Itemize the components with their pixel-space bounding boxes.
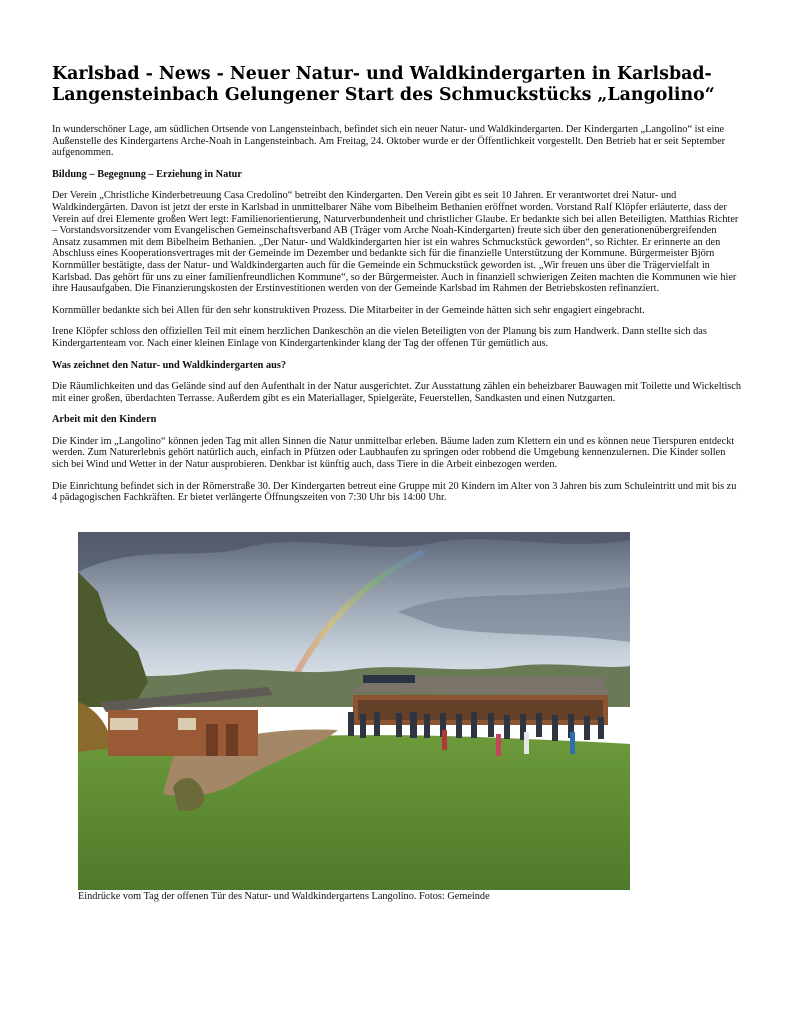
kindergarten-photo — [78, 532, 630, 890]
section-heading-arbeit: Arbeit mit den Kindern — [52, 414, 157, 426]
paragraph-kinder: Die Kinder im „Langolino“ können jeden Tag mit allen Sinnen die Natur unmittelbar erleben. Bäume laden zum Klettern ein und es können neue Tierspuren entdeckt werden. Zum Naturerlebnis gehört natürlich auch, einfach in Pfützen oder Laubhaufen zu springen oder robbend die Umgebung kennenzulernen. Die Kinder sollen sich bei Wind und Wetter in der Natur ausprobieren. Denkbar ist künftig auch, dass Tiere in die Arbeit einbezogen werden. — [52, 435, 735, 471]
paragraph-raeumlichkeiten: Die Räumlichkeiten und das Gelände sind auf den Aufenthalt in der Natur ausgerichtet. Zur Ausstattung zählen ein beheizbarer Bauwagen mit Toilette und Wickeltisch mit einer großen, überdachten Terrasse. Außerdem gibt es ein Materiallager, Spielgeräte, Feuerstellen, Sandkasten und einen Nutzgarten. — [52, 381, 742, 404]
lawn — [78, 735, 630, 890]
paragraph-kloepfer: Irene Klöpfer schloss den offiziellen Teil mit einem herzlichen Dankeschön an die vielen Beteiligten von der Planung bis zum Handwerk. Dann stellte sich das Kindergartenteam vor. Nach einer kleinen Einlage von Kindergartenkinder klang der Tag der offenen Tür gemütlich aus. — [52, 326, 707, 349]
section-heading-bildung: Bildung – Begegnung – Erziehung in Natur — [52, 168, 242, 180]
article-title: Karlsbad - News - Neuer Natur- und Waldkindergarten in Karlsbad-Langensteinbach Gelungener Start des Schmuckstücks „Langolino“ — [52, 64, 715, 105]
section-heading-auszeichnung: Was zeichnet den Natur- und Waldkindergarten aus? — [52, 359, 286, 371]
article-body — [52, 124, 742, 514]
intro-paragraph: In wunderschöner Lage, am südlichen Ortsende von Langensteinbach, befindet sich ein neuer Natur- und Waldkindergarten. Der Kindergarten „Langolino“ ist eine Außenstelle des Kindergartens Arche-Noah in Langensteinbach. Am Freitag, 24. Oktober wurde er der Öffentlichkeit vorgestellt. Den Betrieb hat er seit September aufgenommen. — [52, 124, 726, 159]
photo-caption: Eindrücke vom Tag der offenen Tür des Natur- und Waldkindergartens Langolino. Fotos: Gemeinde — [78, 891, 490, 902]
paragraph-kornmueller: Kornmüller bedankte sich bei Allen für den sehr konstruktiven Prozess. Die Mitarbeiter in der Gemeinde hätten sich sehr engagiert eingebracht. — [52, 304, 645, 316]
paragraph-einrichtung: Die Einrichtung befindet sich in der Römerstraße 30. Der Kindergarten betreut eine Gruppe mit 20 Kindern im Alter von 3 Jahren bis zum Schuleintritt und mit bis zu 4 pädagogischen Fachkräften. Er bietet verlängerte Öffnungszeiten von 7:30 Uhr bis 14:00 Uhr. — [52, 480, 737, 504]
paragraph-verein: Der Verein „Christliche Kinderbetreuung Casa Credolino“ betreibt den Kindergarten. Den Verein gibt es seit 10 Jahren. Er verantwortet drei Natur- und Waldkindergärten. Davon ist jetzt der erste in Karlsbad in unmittelbarer Nähe vom Bibelheim Bethanien eröffnet worden. Vorstand Ralf Klöpfer erläuterte, dass der Verein auf drei Elemente großen Wert legt: Familienorientierung, Naturverbundenheit und christlicher Glaube. Er bedankte sich bei allen Beteiligten. Matthias Richter – Vorstandsvorsitzender vom Evangelischen Gemeinschaftsverband AB (Träger vom Arche Noah-Kindergarten) freute sich über den generationenübergreifenden Ansatz zusammen mit dem Bibelheim Bethanien. „Der Natur- und Waldkindergarten hier ist ein wahres Schmuckstück geworden“, so Richter. Er erinnerte an den Abschluss eines Kooperationsvertrages mit der Gemeinde im Dezember und bedankte sich für die finanzielle Unterstützung der Kommune. Bürgermeister Björn Kornmüller bestätigte, dass der Natur- und Waldkindergarten auch für die Gemeinde ein Schmuckstück geworden ist. „Wir freuen uns über die Trägervielfalt in Karlsbad. Das gehört für uns zu einer familienfreundlichen Kommune“, so der Bürgermeister. Auch in finanziell schwierigen Zeiten machten die Kommunen wie hier ihre Hausaufgaben. Die Finanzierungskosten der Erstinvestitionen werden von der Gemeinde Karlsbad im Rahmen der Betriebskosten refinanziert. — [52, 190, 739, 295]
